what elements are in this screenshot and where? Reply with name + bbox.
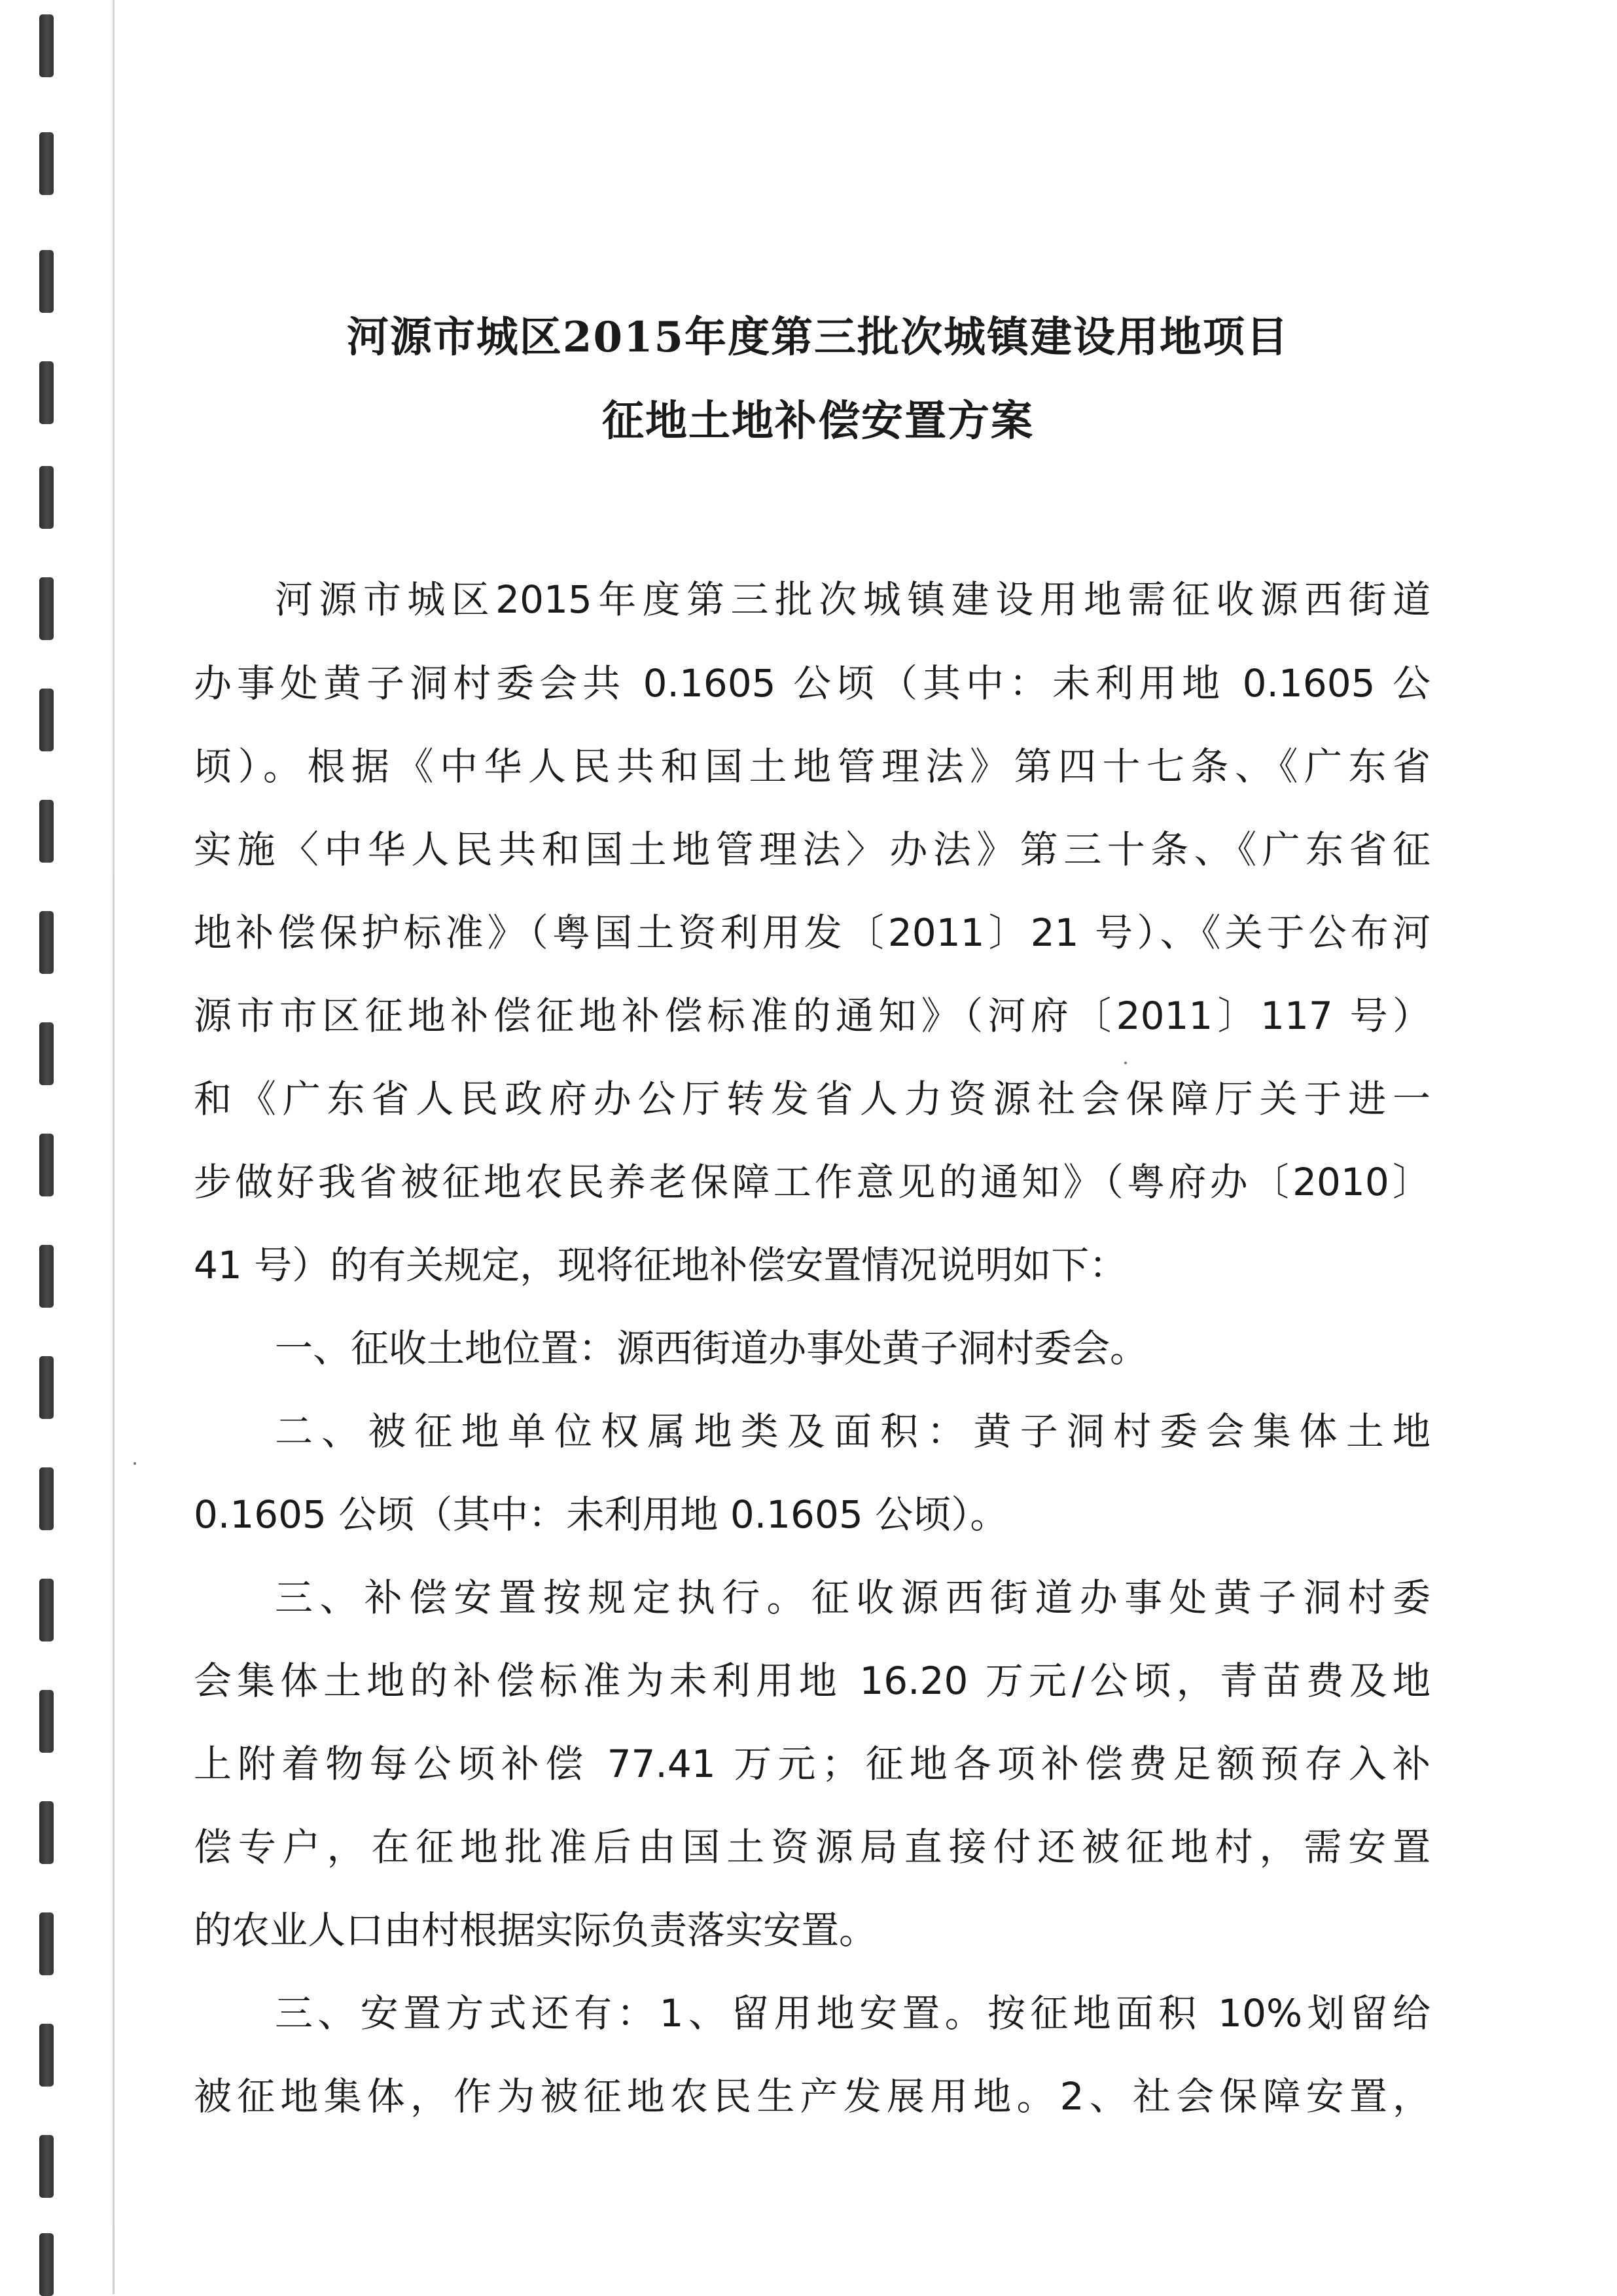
body-line: 被征地集体，作为被征地农民生产发展用地。2、社会保障安置， [194,2074,1430,2119]
body-line: 偿专户，在征地批准后由国土资源局直接付还被征地村，需安置 [194,1825,1430,1869]
body-line: 顷）。根据《中华人民共和国土地管理法》第四十七条、《广东省 [194,744,1430,789]
scan-speck [133,1462,136,1465]
body-line: 41 号）的有关规定，现将征地补偿安置情况说明如下： [194,1243,1128,1287]
binding-hole [39,577,54,640]
body-line: 会集体土地的补偿标准为未利用地 16.20 万元/公顷，青苗费及地 [194,1659,1430,1703]
body-line: 源市市区征地补偿征地补偿标准的通知》（河府〔2011〕117 号） [194,994,1430,1038]
binding-hole [39,132,54,195]
body-line: 的农业人口由村根据实际负责落实安置。 [194,1908,878,1952]
body-line: 三、安置方式还有：1、留用地安置。按征地面积 10%划留给 [275,1991,1430,2036]
binding-hole [39,1801,54,1864]
body-line: 办事处黄子洞村委会共 0.1605 公顷（其中：未利用地 0.1605 公 [194,661,1430,706]
body-line: 一、征收土地位置：源西街道办事处黄子洞村委会。 [275,1326,1148,1371]
binding-hole [39,1467,54,1530]
binding-hole [39,2024,54,2087]
title-line-1: 河源市城区2015年度第三批次城镇建设用地项目 [346,313,1290,362]
title-line-2: 征地土地补偿安置方案 [602,397,1034,446]
binding-hole [39,250,54,313]
binding-hole [39,800,54,863]
binding-hole [39,1579,54,1641]
body-line: 和《广东省人民政府办公厅转发省人力资源社会保障厅关于进一 [194,1077,1430,1121]
page-edge [113,0,115,2294]
body-line: 0.1605 公顷（其中：未利用地 0.1605 公顷）。 [194,1492,1008,1537]
binding-hole [39,911,54,974]
binding-hole [39,1134,54,1196]
binding-hole [39,466,54,529]
body-line: 河源市城区2015年度第三批次城镇建设用地需征收源西街道 [275,577,1430,622]
binding-holes [34,0,60,2294]
binding-hole [39,1356,54,1419]
binding-hole [39,2135,54,2198]
scan-speck [1124,1062,1127,1064]
body-line: 上附着物每公顷补偿 77.41 万元；征地各项补偿费足额预存入补 [194,1742,1430,1786]
body-line: 三、补偿安置按规定执行。征收源西街道办事处黄子洞村委 [275,1575,1430,1620]
binding-hole [39,1022,54,1085]
binding-hole [39,689,54,751]
body-line: 二、被征地单位权属地类及面积：黄子洞村委会集体土地 [275,1409,1430,1454]
binding-hole [39,14,54,77]
binding-hole [39,1912,54,1975]
binding-hole [39,2233,54,2296]
body-line: 实施〈中华人民共和国土地管理法〉办法》第三十条、《广东省征 [194,827,1430,872]
binding-hole [39,1690,54,1753]
body-line: 步做好我省被征地农民养老保障工作意见的通知》（粤府办〔2010〕 [194,1160,1430,1204]
binding-hole [39,361,54,424]
binding-hole [39,1245,54,1308]
body-line: 地补偿保护标准》（粤国土资利用发〔2011〕21 号）、《关于公布河 [194,910,1430,955]
